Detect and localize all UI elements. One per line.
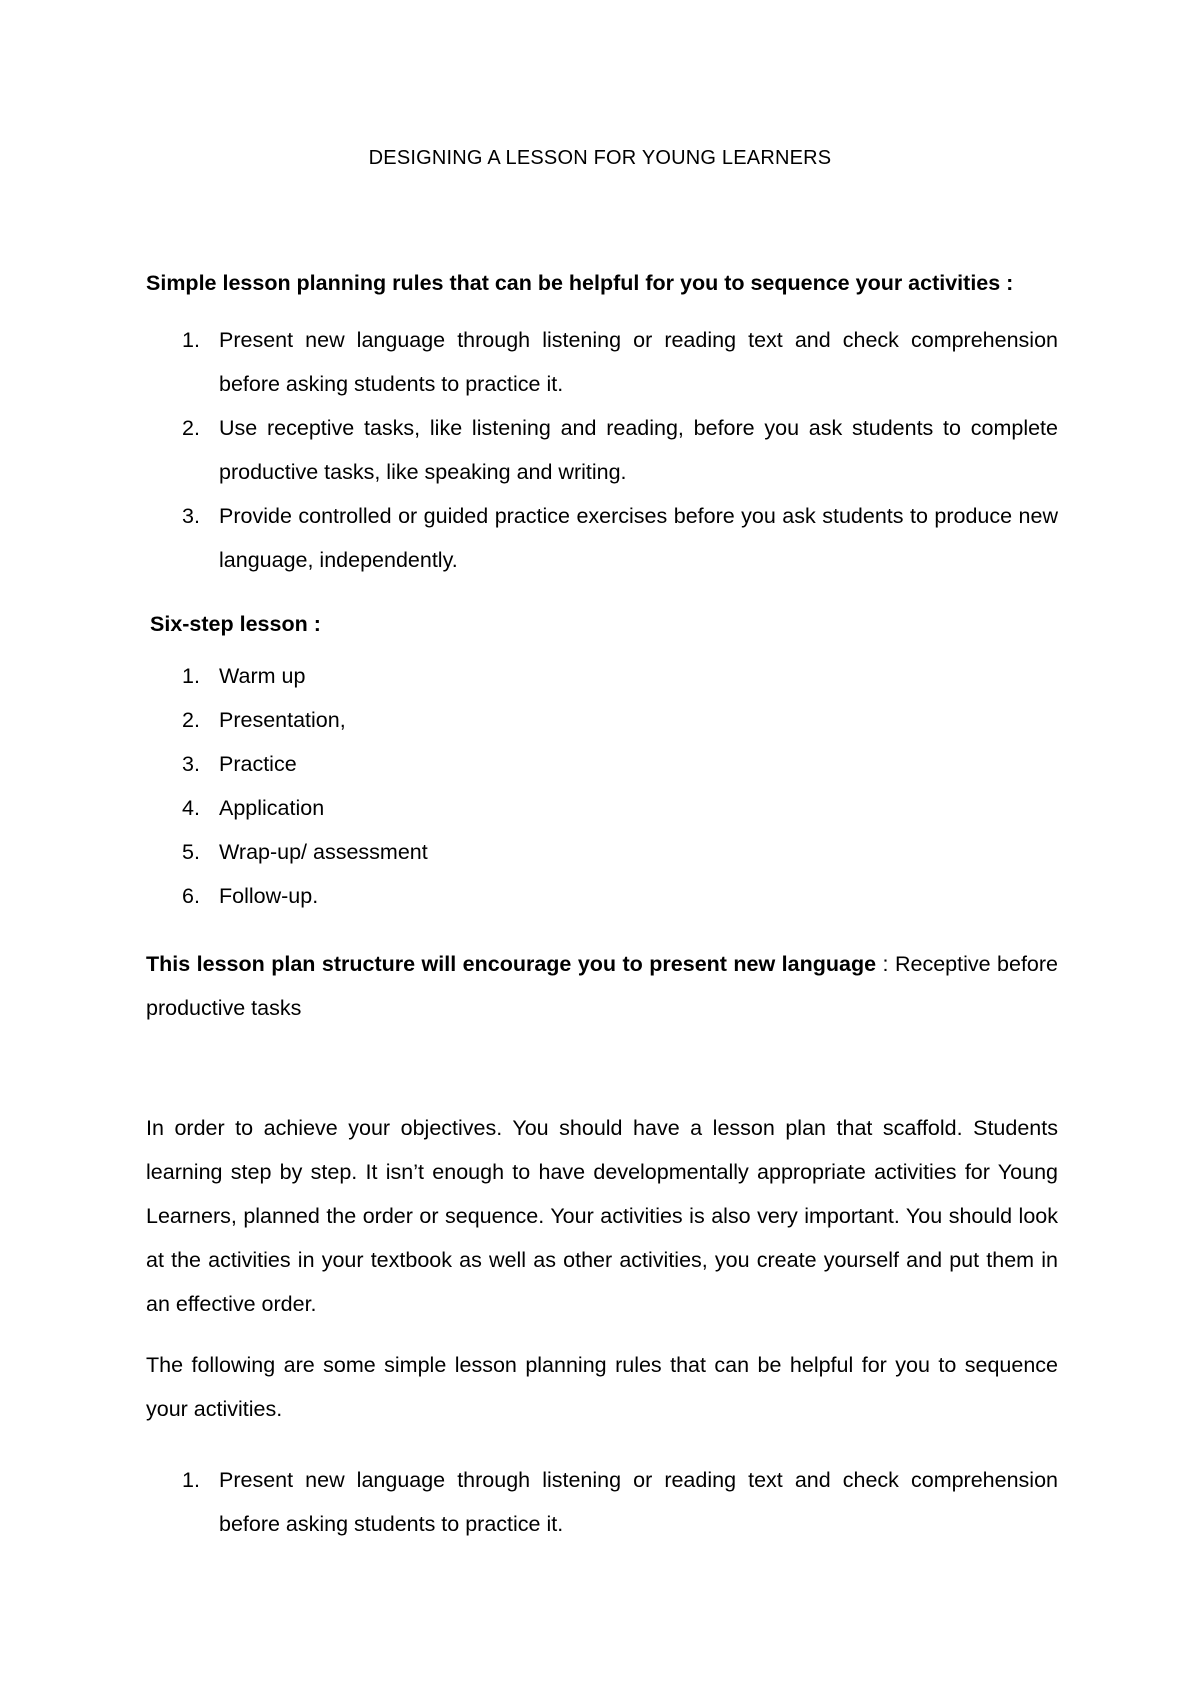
list-item-number: 2. (182, 416, 200, 440)
list-item-number: 1. (182, 664, 200, 688)
rules-list-block (146, 318, 1058, 582)
list-item-number: 3. (182, 504, 200, 528)
list-item (146, 654, 1058, 698)
list-item-text: Presentation, (219, 708, 346, 732)
list-item-text: Warm up (219, 664, 306, 688)
paragraph-1-block (146, 1106, 1058, 1326)
list-item-number: 6. (182, 884, 200, 908)
list-item (146, 406, 1058, 494)
body-paragraph-2: The following are some simple lesson planning rules that can be helpful for you to sequence your activities. (146, 1353, 1058, 1421)
list-item-text: Wrap-up/ assessment (219, 840, 428, 864)
list-item (146, 742, 1058, 786)
list-item (146, 494, 1058, 582)
list-item-text: Present new language through listening or reading text and check comprehension before asking students to practice it. (219, 328, 1058, 396)
six-step-heading: Six-step lesson : (150, 612, 321, 636)
list-item-text: Practice (219, 752, 297, 776)
list-item (146, 318, 1058, 406)
structure-rest-text: : Receptive before productive tasks (146, 952, 1058, 1020)
list-item-number: 3. (182, 752, 200, 776)
structure-bold-text: This lesson plan structure will encourage you to present new language (146, 952, 877, 976)
list-item (146, 830, 1058, 874)
document-title: DESIGNING A LESSON FOR YOUNG LEARNERS (368, 147, 832, 169)
rules-list (146, 318, 1058, 582)
list-item-text: Provide controlled or guided practice exercises before you ask students to produce new language, independently. (219, 504, 1058, 572)
list-item-number: 4. (182, 796, 200, 820)
final-rules-block (146, 1458, 1058, 1546)
paragraph-2-block (146, 1343, 1058, 1431)
six-step-heading-block (146, 602, 1058, 646)
list-item-text: Application (219, 796, 325, 820)
list-item-text: Present new language through listening or reading text and check comprehension before asking students to practice it. (219, 1468, 1058, 1536)
list-item-text: Use receptive tasks, like listening and reading, before you ask students to complete productive tasks, like speaking and writing. (219, 416, 1058, 484)
list-item-number: 2. (182, 708, 200, 732)
list-item-number: 1. (182, 328, 200, 352)
six-step-list-block (146, 654, 1058, 918)
list-item-text: Follow-up. (219, 884, 319, 908)
list-item (146, 1458, 1058, 1546)
list-item (146, 786, 1058, 830)
list-item-number: 1. (182, 1468, 200, 1492)
list-item (146, 698, 1058, 742)
final-rules-list (146, 1458, 1058, 1546)
list-item (146, 874, 1058, 918)
structure-paragraph-block (146, 942, 1058, 1030)
rules-heading-block (146, 261, 1058, 305)
body-paragraph-1: In order to achieve your objectives. You should have a lesson plan that scaffold. Students learning step by step. It isn’t enough to have developmentally appropriate activities for Young Learners, planned the order or sequence. Your activities is also very important. You should look at the activities in your textbook as well as other activities, you create yourself and put them in an effective order. (146, 1116, 1058, 1316)
list-item-number: 5. (182, 840, 200, 864)
structure-paragraph (146, 942, 1058, 1030)
six-step-list (146, 654, 1058, 918)
rules-heading: Simple lesson planning rules that can be helpful for you to sequence your activities : (146, 271, 1014, 295)
